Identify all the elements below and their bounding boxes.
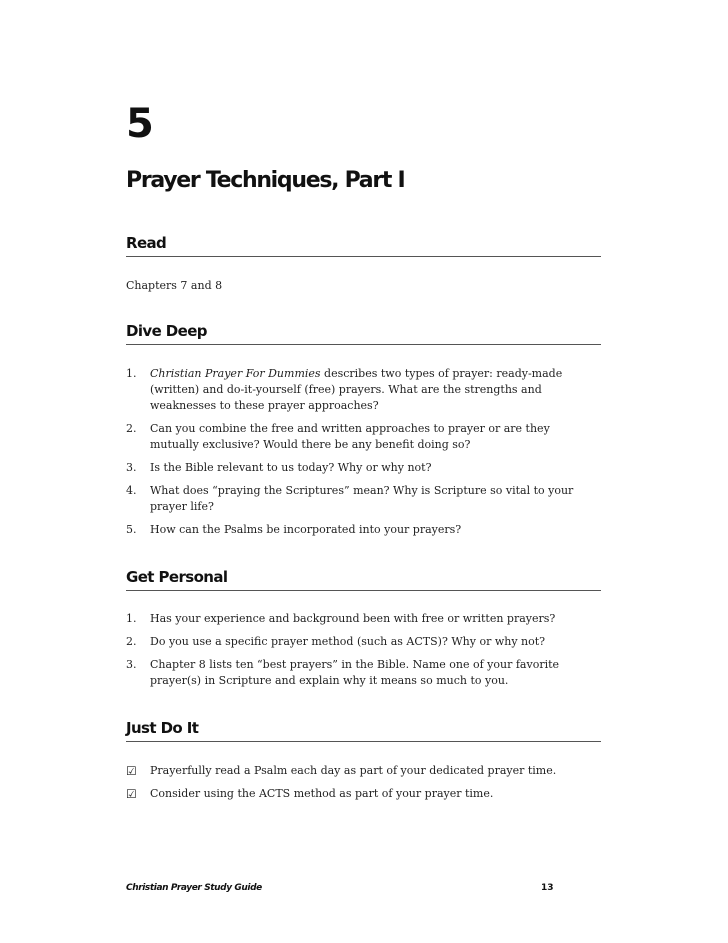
list-item bbox=[126, 522, 596, 538]
section-heading-just-do-it: Just Do It bbox=[126, 718, 601, 742]
item-text: Chapter 8 lists ten “best prayers” in the Bible. Name one of your favorite prayer(s) in Scripture and explain why it means so much to you. bbox=[150, 658, 560, 687]
checkbox-checked-icon: ☑ bbox=[126, 787, 137, 801]
page-number: 13 bbox=[541, 883, 554, 893]
get-personal-list bbox=[126, 611, 596, 696]
item-number: 3. bbox=[126, 658, 137, 671]
item-text: Is the Bible relevant to us today? Why or why not? bbox=[150, 461, 432, 474]
list-item bbox=[126, 366, 596, 414]
just-do-it-list bbox=[126, 763, 596, 809]
item-text: What does “praying the Scriptures” mean? Why is Scripture so vital to your prayer life? bbox=[150, 484, 574, 513]
item-text: Consider using the ACTS method as part of your prayer time. bbox=[150, 787, 494, 800]
dive-deep-list bbox=[126, 366, 596, 545]
item-text: describes two types of prayer: ready-made (written) and do-it-yourself (free) prayers. What are the strengths and weaknesses to these prayer approaches? bbox=[150, 367, 563, 412]
list-item bbox=[126, 611, 596, 627]
chapter-number: 5 bbox=[126, 101, 153, 147]
section-heading-dive-deep: Dive Deep bbox=[126, 321, 601, 345]
item-number: 5. bbox=[126, 523, 137, 536]
item-text: How can the Psalms be incorporated into your prayers? bbox=[150, 523, 462, 536]
list-item bbox=[126, 634, 596, 650]
item-number: 1. bbox=[126, 612, 137, 625]
item-text: Has your experience and background been with free or written prayers? bbox=[150, 612, 556, 625]
item-number: 2. bbox=[126, 422, 137, 435]
section-heading-get-personal: Get Personal bbox=[126, 567, 601, 591]
chapter-title: Prayer Techniques, Part I bbox=[126, 168, 405, 193]
item-number: 4. bbox=[126, 484, 137, 497]
read-text: Chapters 7 and 8 bbox=[126, 279, 223, 292]
list-item bbox=[126, 786, 596, 802]
item-text: Do you use a specific prayer method (such as ACTS)? Why or why not? bbox=[150, 635, 546, 648]
item-number: 1. bbox=[126, 367, 137, 380]
footer-title: Christian Prayer Study Guide bbox=[126, 883, 262, 893]
list-item bbox=[126, 763, 596, 779]
item-number: 3. bbox=[126, 461, 137, 474]
list-item bbox=[126, 460, 596, 476]
item-text: Prayerfully read a Psalm each day as part of your dedicated prayer time. bbox=[150, 764, 557, 777]
list-item bbox=[126, 657, 596, 689]
list-item bbox=[126, 421, 596, 453]
item-number: 2. bbox=[126, 635, 137, 648]
checkbox-checked-icon: ☑ bbox=[126, 764, 137, 778]
section-heading-read: Read bbox=[126, 233, 601, 257]
book-title: Christian Prayer For Dummies bbox=[150, 367, 321, 380]
item-text: Can you combine the free and written approaches to prayer or are they mutually exclusive? Would there be any benefit doing so? bbox=[150, 422, 550, 451]
list-item bbox=[126, 483, 596, 515]
